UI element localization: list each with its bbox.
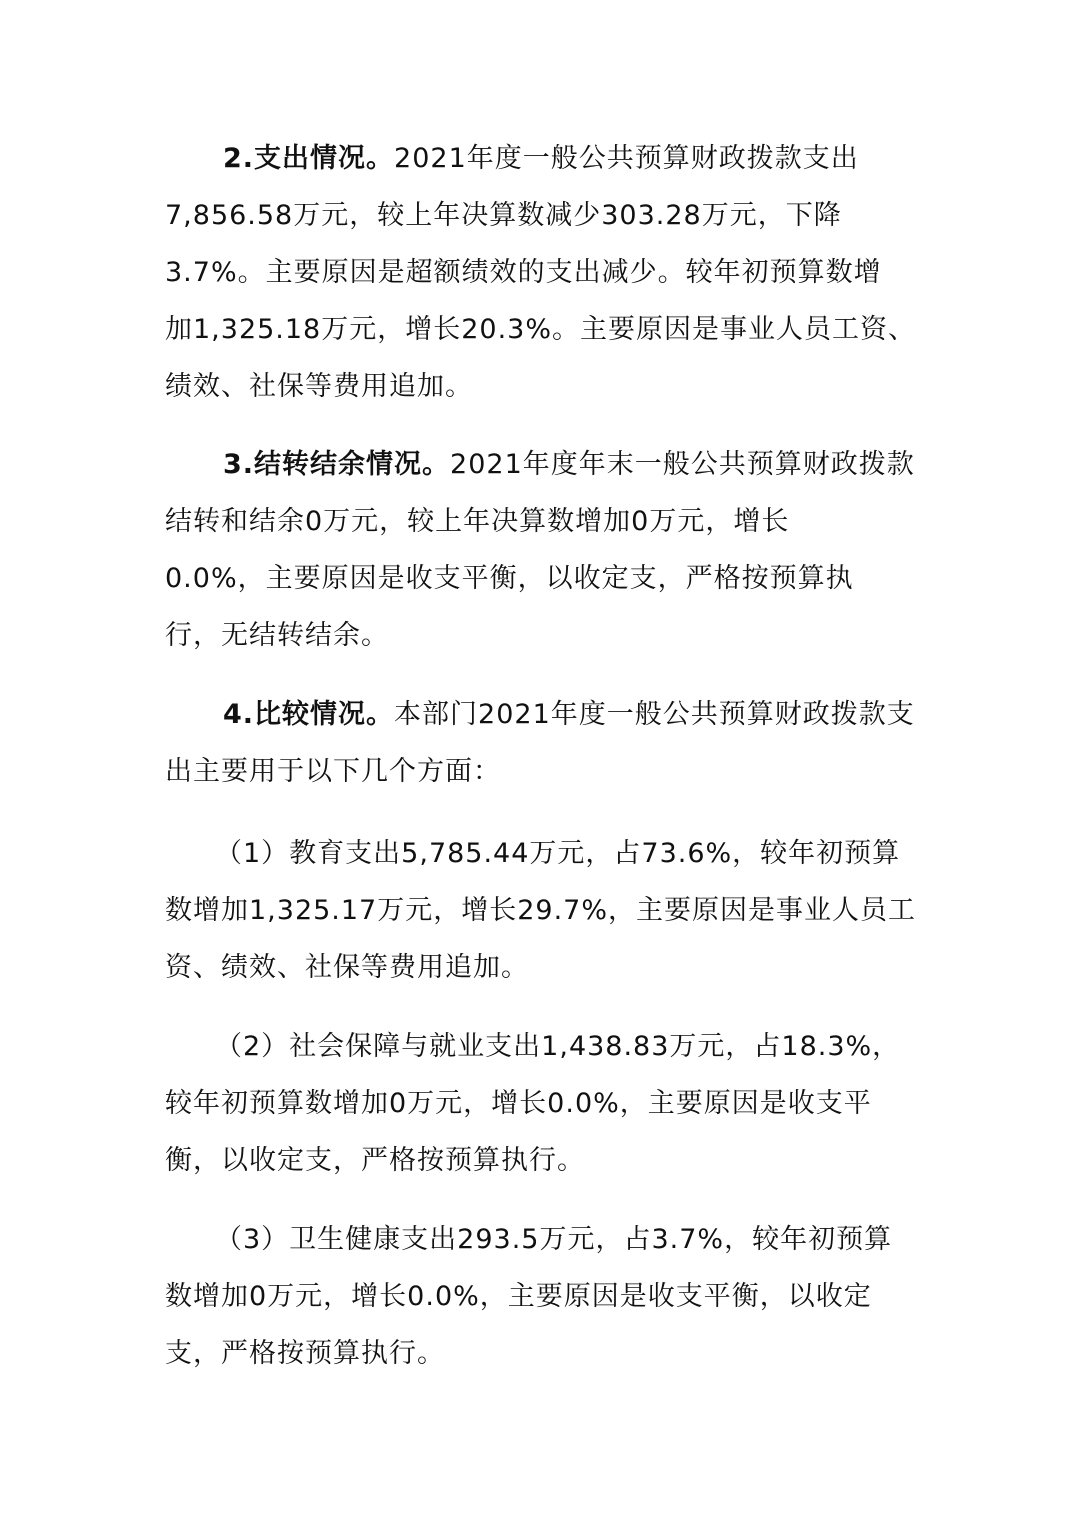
paragraph-text: 2021年度年末一般公共预算财政拨款	[450, 449, 915, 480]
paragraph-line: 3.7%。主要原因是超额绩效的支出减少。较年初预算数增	[165, 257, 882, 288]
paragraph-education	[165, 825, 917, 996]
section-heading: 4.比较情况。	[223, 699, 395, 730]
paragraph-line: 较年初预算数增加0万元，增长0.0%，主要原因是收支平	[165, 1088, 872, 1119]
paragraph-line	[165, 436, 915, 493]
paragraph-line	[165, 686, 915, 743]
paragraph-line: 衡，以收定支，严格按预算执行。	[165, 1145, 585, 1176]
paragraph-line: 结转和结余0万元，较上年决算数增加0万元，增长	[165, 506, 790, 537]
paragraph-line: 加1,325.18万元，增长20.3%。主要原因是事业人员工资、	[165, 314, 917, 345]
paragraph-line: （1）教育支出5,785.44万元，占73.6%，较年初预算	[215, 838, 901, 869]
paragraph-line: 7,856.58万元，较上年决算数减少303.28万元，下降	[165, 200, 842, 231]
paragraph-health	[165, 1211, 910, 1382]
paragraph-carryover	[165, 436, 915, 664]
paragraph-social-security	[165, 1018, 910, 1189]
section-heading: 3.结转结余情况。	[223, 449, 451, 480]
paragraph-line: 数增加0万元，增长0.0%，主要原因是收支平衡，以收定	[165, 1281, 872, 1312]
paragraph-line: （2）社会保障与就业支出1,438.83万元，占18.3%，	[215, 1031, 901, 1062]
paragraph-line: 绩效、社保等费用追加。	[165, 371, 473, 402]
paragraph-comparison	[165, 686, 915, 800]
section-heading: 2.支出情况。	[223, 143, 395, 174]
paragraph-text: 2021年度一般公共预算财政拨款支出	[394, 143, 859, 174]
paragraph-line: 数增加1,325.17万元，增长29.7%，主要原因是事业人员工	[165, 895, 917, 926]
paragraph-line	[165, 130, 910, 187]
paragraph-line: 0.0%，主要原因是收支平衡，以收定支，严格按预算执	[165, 563, 854, 594]
paragraph-line: 支，严格按预算执行。	[165, 1338, 445, 1369]
paragraph-line: 行，无结转结余。	[165, 620, 389, 651]
paragraph-line: 资、绩效、社保等费用追加。	[165, 952, 529, 983]
paragraph-text: 本部门2021年度一般公共预算财政拨款支	[394, 699, 915, 730]
paragraph-line: 出主要用于以下几个方面：	[165, 756, 501, 787]
paragraph-line: （3）卫生健康支出293.5万元，占3.7%，较年初预算	[215, 1224, 893, 1255]
paragraph-expenditure	[165, 130, 917, 415]
